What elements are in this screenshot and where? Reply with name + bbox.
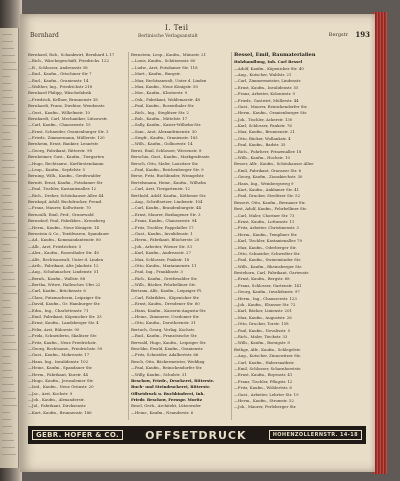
- directory-entry: —Rob., Kaufm., Mittelstr. 17: [131, 115, 188, 121]
- sliver-text-line: [2, 132, 10, 133]
- directory-entry: —Paul, Ing., Franklinstr. 3: [131, 269, 183, 275]
- directory-column-3: [234, 52, 334, 411]
- directory-entry: —Fritz, Kaufm., Neue Friedrichstr.: [28, 339, 97, 345]
- sliver-text-line: [2, 34, 12, 35]
- directory-entry: Bernstein, Leop., Kaufm., Münzstr. 21: [131, 52, 207, 57]
- sliver-text-line: [2, 216, 14, 217]
- directory-entry: —Ludw., Arzt, Potsdamer Str. 118: [131, 64, 198, 70]
- sliver-text-line: [2, 398, 16, 399]
- sliver-text-line: [2, 328, 14, 329]
- directory-entry: Bernkopf, Adolf, Buchdrucker, Prenzl.: [28, 198, 103, 204]
- directory-entry: —Gust., Arbeiter, Lehrter Str. 19: [234, 391, 299, 397]
- directory-entry: —Ernst, Kaufm., Landsberger Str. 4: [28, 320, 99, 326]
- directory-entry: —Emil, Fabrikant, Granseer Str. 6: [234, 167, 302, 173]
- directory-entry: Beschke, Ewald, Kaufm., Oranienstr.: [131, 345, 204, 351]
- directory-entry: —Frida, Schneiderin, Skalitzer Str.: [28, 333, 97, 339]
- directory-entry: Bernt, Emil, Schlosser, Wiesenstr. 8: [131, 147, 202, 153]
- header-right-catchword: Bergstr: [328, 32, 348, 38]
- directory-entry: Beschow, Friedr., Druckerei, Ritterstr.: [131, 377, 215, 383]
- sliver-text-line: [2, 265, 13, 266]
- directory-entry: Berse, Fritz, Buchbinder, Wrangelstr.: [131, 173, 205, 179]
- directory-entry: —Wilh., Kaufm., Hochstr. 10: [234, 155, 290, 161]
- directory-entry: —Max, Kaufm., Oderberger Str.: [234, 244, 297, 250]
- sliver-text-line: [2, 412, 10, 413]
- directory-entry: Offsetdruck u. Buchbinderei, Inh.: [131, 390, 205, 396]
- sliver-text-line: [2, 48, 14, 49]
- sliver-text-line: [2, 314, 12, 315]
- sliver-text-line: [2, 55, 15, 56]
- directory-entry: —Fritz, Schneider, Adalbertstr. 66: [131, 352, 199, 358]
- directory-entry: —Carl, Kaufm., Brückenstr. 6: [28, 288, 86, 294]
- sliver-text-line: [2, 62, 16, 63]
- directory-entry: —Ernst, Schneider, Oranienburger Str. 3: [28, 128, 109, 134]
- directory-entry: —Sam., Arzt, Alexandrinenstr. 30: [131, 128, 197, 134]
- sliver-text-line: [2, 202, 12, 203]
- directory-entry: —Herm., Kaufm., Neue Königstr. 14: [28, 224, 99, 230]
- header-left-catchword: Bernhard: [30, 32, 59, 39]
- directory-entry: —Paul, Kaufm., Rosenthaler Str.: [131, 103, 195, 109]
- sliver-text-line: [2, 356, 10, 357]
- sliver-text-line: [2, 258, 12, 259]
- directory-entry: Bessel, Emil, Baumaterialien: [234, 52, 316, 58]
- directory-entry: Holzhandlung, Inh. Carl Bessel: [234, 59, 303, 65]
- directory-entry: —Hugo, Kaufm., Jerusalemer Str.: [28, 377, 94, 383]
- sliver-text-line: [2, 181, 17, 182]
- directory-entry: —Carl, Zimmermeister, Lindenstr.: [234, 78, 302, 84]
- directory-entry: —Paul, Tischler, Kastanienallee 12: [28, 186, 97, 192]
- sliver-text-line: [2, 454, 16, 455]
- ad-headline: OFFSETDRUCK: [145, 428, 247, 442]
- sliver-text-line: [2, 97, 13, 98]
- sliver-text-line: [2, 195, 11, 196]
- directory-entry: —Georg, Fabrikant, Ritterstr. 98: [28, 147, 92, 153]
- directory-entry: —Paul, Kaufm., Reichenberger Str. 9: [131, 167, 204, 173]
- directory-entry: —Herm., Fabrikant, Kurstr. 44: [28, 371, 89, 377]
- directory-column-1: [28, 52, 128, 416]
- sliver-text-line: [2, 335, 15, 336]
- directory-entry: —Wilh., Kaufm., Rheinsberger Str.: [234, 263, 303, 269]
- directory-entry: —Friedr., Gastwirt, Müllerstr. 44: [234, 97, 299, 103]
- directory-entry: —Paul, Kaufm., Swinemünder Str.: [234, 257, 301, 263]
- sliver-text-line: [2, 405, 17, 406]
- advertisement-banner: [28, 426, 366, 444]
- directory-entry: Bertuch, Georg, Verlag, Kochstr.: [131, 326, 196, 332]
- directory-entry: —Rud., Kaufm., Oranienstr. 14: [28, 77, 89, 83]
- directory-entry: Berwald, Hugo, Kaufm., Leipziger Str.: [131, 339, 207, 345]
- directory-entry: —Aug., Schriftsetzer, Lindenstr. 104: [131, 198, 203, 204]
- directory-entry: —Gust., Kaufm., Mohrenstr. 17: [28, 352, 90, 358]
- directory-entry: —Willy, Kaufm., Schulstr. 31: [131, 371, 187, 377]
- page-header: [30, 24, 370, 46]
- directory-entry: —Leop., Kaufm., Seydelstr. 5: [28, 167, 86, 173]
- directory-entry: —Franz, Arbeiter, Koloniestr. 9: [234, 91, 295, 97]
- directory-entry: —Jul., Fabrikant, Dircksenstr.: [28, 403, 87, 409]
- directory-entry: —Walther, Ing., Friedrichstr 218: [28, 83, 93, 89]
- sliver-text-line: [2, 384, 14, 385]
- sliver-text-line: [2, 321, 13, 322]
- directory-entry: —Wilh., Kaufm., Gollnowstr. 14: [131, 141, 193, 147]
- directory-entry: —Adolf, Kaufm., Köpenicker Str. 40: [234, 65, 304, 71]
- directory-entry: —Ernst, Maurer, Boxhagener Str. 3: [131, 211, 201, 217]
- directory-entry: —Carl, Kaufm., Habersaathstr.: [234, 359, 295, 365]
- sliver-text-line: [2, 167, 15, 168]
- sliver-text-line: [2, 286, 16, 287]
- directory-entry: —Wilh., Kaufm., Borsigstr. 8: [234, 340, 290, 346]
- directory-entry: —Arth., Fabrikant, Alte Jakobstr. 12: [28, 262, 99, 268]
- directory-entry: Friedr. Beschow, Fernspr. Moritz: [131, 397, 202, 403]
- sliver-text-line: [2, 363, 11, 364]
- sliver-text-line: [2, 300, 10, 301]
- directory-entry: —Heinr., Kaufm., Spandauer Str.: [28, 365, 93, 371]
- directory-column-2: [131, 52, 231, 416]
- sliver-text-line: [2, 41, 13, 42]
- directory-entry: —Franz, Schlosser, Gartenstr. 141: [234, 282, 302, 288]
- directory-entry: Bernheim, Ernst, Bankier, Lennéstr.: [28, 141, 99, 147]
- directory-entry: —Joh., Tischler, Ackerstr. 130: [234, 116, 293, 122]
- directory-entry: —Sally, Kaufm., Kaiser-Wilhelm-Str.: [131, 122, 202, 128]
- sliver-text-line: [2, 370, 12, 371]
- directory-entry: —Karl, Tischler, Kastanienallee 79: [234, 238, 302, 244]
- directory-entry: Besser, Alfr., Kaufm., Schönhauser Allee: [234, 161, 314, 167]
- sliver-text-line: [2, 76, 10, 77]
- directory-entry: —Hans, Kaufm., Kaiserin-Augusta-Str.: [131, 307, 207, 313]
- directory-entry: —Rich., Ing., Steglitzer Str. 2: [131, 109, 189, 115]
- sliver-text-line: [2, 349, 17, 350]
- directory-entry: —Paul, Kaufm., Reinickendorfer Str.: [131, 365, 203, 371]
- sliver-text-line: [2, 391, 15, 392]
- directory-entry: —Hugo, Rechtsanw., Kurfürstendamm: [28, 160, 104, 166]
- sliver-text-line: [2, 342, 16, 343]
- directory-entry: —Otto, Drucker, Torstr. 158: [234, 321, 289, 327]
- directory-entry: —Otto, Kaufm., Dorotheenstr. 31: [131, 320, 196, 326]
- directory-entry: —Carl, Arzt, Tiergartenstr. 12: [131, 186, 190, 192]
- directory-entry: Bestehorn, Carl, Fabrikant, Gartenstr.: [234, 270, 310, 276]
- directory-entry: —Wilh., Bäcker, Fehrbelliner Str.: [131, 282, 196, 288]
- directory-entry: —Mor., Kaufm., Klosterstr. 9: [131, 90, 188, 96]
- directory-entry: Berschin, Gust., Kaufm., Markgrafenstr.: [131, 154, 211, 160]
- directory-entry: —Hans, Ing., Invalidenstr. 102: [28, 358, 89, 364]
- left-page-edge: [0, 28, 19, 468]
- directory-entry: —Rud., Kaufm., Französische Str.: [131, 333, 198, 339]
- directory-entry: —Louis, Kaufm., Schützenstr. 60: [131, 58, 196, 64]
- directory-entry: —Max, Kaufm., Auguststr. 26: [234, 314, 292, 320]
- directory-entry: —Aug., Schuhmacher, Lindenstr. 51: [28, 269, 99, 275]
- column-divider: [231, 52, 232, 420]
- directory-entry: —Otto, Bäcker, Wollankstr. 4: [234, 135, 291, 141]
- directory-entry: Bernhard, Rob., Schankwirt, Bernhard L 17: [28, 52, 115, 57]
- directory-entry: Bernsdorf, Paul, Fabrikbes., Kreuzberg: [28, 218, 105, 224]
- directory-entry: —Carl, Fabrikbes., Köpenicker Str.: [131, 294, 200, 300]
- directory-entry: —Ernst, Kaufm., Bergstr. 68: [234, 276, 290, 282]
- directory-entry: —Ad., Kaufm., Kommandantenstr. 80: [28, 237, 101, 243]
- sliver-text-line: [2, 230, 16, 231]
- sliver-text-line: [2, 307, 11, 308]
- ad-address: HOHENZOLLERNSTR. 14-18: [269, 430, 362, 440]
- directory-entry: Besel, Gerh., Architekt, Lützowufer: [131, 403, 202, 409]
- directory-entry: —Rich., Wäschegeschäft, Friedrichs. 122: [28, 58, 109, 64]
- directory-entry: —R., Schlosser, Andreasstr 38: [28, 64, 88, 70]
- page-block-edge: [373, 12, 387, 474]
- directory-entry: Berthold, Adolf, Kaufm., Köthener Str.: [131, 192, 207, 198]
- directory-entry: —Rud., Kaufm., Gitschiner Str 7: [28, 71, 92, 77]
- directory-entry: —Kurt, Kaufm., Anklamer Str. 41: [234, 187, 300, 192]
- directory-entry: Bersch, Otto, Maler, Lausitzer Str.: [131, 160, 199, 166]
- sliver-text-line: [2, 244, 10, 245]
- directory-entry: —Emil, Fabrikant, Köpenicker Str. 33: [28, 314, 102, 320]
- directory-entry: —Gust., Kaufm., Wilhelmstr. 10: [28, 109, 90, 115]
- directory-entry: —Emil, Schlosser, Scharnhorststr.: [234, 365, 302, 371]
- directory-entry: —Rich., Kaufm., Greifswalder Str.: [131, 275, 198, 281]
- sliver-text-line: [2, 188, 10, 189]
- directory-entry: —Mart., Kaufm., Burgstr.: [131, 71, 181, 77]
- header-subtitle: Berlinische Verlagsanstalt: [138, 34, 198, 39]
- directory-entry: —Rich., Dreher, Schönhauser Allee 44: [28, 192, 104, 198]
- sliver-text-line: [2, 440, 14, 441]
- directory-entry: —Fritz, Tischler, Pappelallee 17: [131, 224, 194, 230]
- directory-entry: —Georg, Kaufm., Invalidenstr. 97: [234, 289, 300, 295]
- directory-entry: Bernoulli, Emil, Prof., Grunewald: [28, 211, 94, 217]
- directory-entry: —Friedr., Zimmermann, Müllerstr. 120: [28, 135, 105, 141]
- sliver-text-line: [2, 83, 11, 84]
- sliver-text-line: [2, 223, 15, 224]
- directory-entry: —Carl, Maler, Choriner Str. 73: [234, 212, 295, 218]
- directory-entry: Best, Adolf, Kaufm., Fehrbelliner Str.: [234, 206, 307, 212]
- directory-entry: —Carl, Kaufm., Chausseestr. 15: [28, 122, 91, 128]
- directory-entry: —Bernh., Kaufm., Wallstr. 88: [28, 275, 86, 281]
- directory-entry: —Clara, Putzmacherin, Leipziger Str.: [28, 294, 102, 300]
- sliver-text-line: [2, 237, 17, 238]
- directory-entry: —Franz, Maurer, Kollwitzstr. 70: [28, 205, 91, 211]
- directory-entry: —Paul, Drucker, Strelitzer Str. 52: [234, 193, 301, 199]
- directory-entry: —Ernst, Kaufm., Lottumstr. 11: [234, 218, 295, 224]
- directory-entry: —Franz, Tischler, Pflugstr. 12: [234, 378, 293, 384]
- sliver-text-line: [2, 419, 11, 420]
- directory-entry: —Herm., Kaufm., Oranienburger Str.: [234, 110, 307, 116]
- directory-entry: —Alb., Arzt, Friedrichstr. 5: [28, 243, 82, 249]
- directory-entry: —Max, Kaufm., Brunnenstr. 21: [234, 129, 295, 135]
- directory-entry: Bertelsmann, Heinr., Kaufm., Wilhelm: [131, 179, 206, 185]
- directory-entry: —Ernst, Kaufm., Boyenstr. 41: [234, 372, 293, 378]
- page-number: 193: [355, 30, 370, 39]
- directory-entry: —Osk., Fabrikant, Waldemarstr. 48: [131, 96, 201, 102]
- column-divider: [128, 52, 129, 420]
- directory-entry: —Carl, Kaufm., Brandenburgstr. 44: [131, 205, 201, 211]
- directory-entry: —Rich., Fuhrherr, Prinzenallee 18: [234, 148, 302, 154]
- directory-entry: —Friedrich, Kellner, Brunnenstr 38: [28, 96, 98, 102]
- directory-entry: —Joh., Maurer, Perleberger Str.: [234, 404, 297, 410]
- directory-entry: —Herm., Fabrikant, Blücherstr. 20: [131, 237, 200, 243]
- directory-entry: —Aug., Kutscher, Zinnowitzer Str.: [234, 353, 301, 359]
- directory-entry: —Franz, Kaufm., Chausseestr. 94: [131, 218, 197, 224]
- directory-entry: —Joh., Kaufm., Elsasser Str. 72: [234, 302, 296, 308]
- directory-entry: —David, Kaufm., Gr. Hamburger Str.: [28, 301, 101, 307]
- sliver-text-line: [2, 90, 12, 91]
- sliver-text-line: [2, 146, 12, 147]
- directory-entry: —Karl, Kaufm., Andreasstr. 27: [131, 250, 191, 256]
- directory-entry: —Karl, Bäcker, Linienstr. 201: [234, 308, 292, 314]
- directory-entry: —Gust., Kaufm., Invalidenstr. 1: [131, 230, 193, 236]
- sliver-text-line: [2, 209, 13, 210]
- sliver-text-line: [2, 69, 17, 70]
- header-title: I. Teil: [165, 24, 189, 32]
- directory-entry: —Fritz, Kaufm., Wöhlertstr. 6: [234, 385, 292, 391]
- sliver-text-line: [2, 279, 15, 280]
- sliver-text-line: [2, 377, 13, 378]
- directory-entry: —Max, Schlosser, Pankstr. 18: [131, 256, 190, 262]
- ad-company-name: GEBR. HOFER & CO.: [32, 430, 123, 440]
- sliver-text-line: [2, 293, 17, 294]
- directory-entry: —Joh., Kaufm., Alexanderstr.: [28, 397, 85, 403]
- directory-entry: —Max, Rechtsanwalt, Unter d. Linden: [131, 77, 207, 83]
- directory-entry: Bernheimer, Gust., Kaufm., Tiergarten: [28, 154, 104, 160]
- sliver-text-line: [2, 447, 15, 448]
- directory-entry: Bernhardt, Carl, Mechaniker, Lützowstr.: [28, 115, 108, 121]
- directory-entry: —Fritz, Arbeiter, Christinenstr. 3: [234, 225, 299, 231]
- sliver-text-line: [2, 426, 12, 427]
- directory-entry: —Heinr., Kaufm., Neanderstr. 6: [131, 409, 194, 415]
- directory-entry: Bessert, Otto, Kaufm., Bernauer Str.: [234, 199, 306, 205]
- sliver-text-line: [2, 272, 14, 273]
- directory-entry: Bertram, Alfr., Kaufm., Leipziger Pl.: [131, 288, 203, 294]
- sliver-text-line: [2, 153, 13, 154]
- sliver-text-line: [2, 139, 11, 140]
- directory-entry: —Bertha, Witwe, Hallesches Ufer 22: [28, 282, 101, 288]
- directory-entry: Besch, Otto, Bäckermeister, Wedding: [131, 358, 205, 364]
- directory-entry: —Ernst, Kaufm., Invalidenstr. 55: [234, 84, 299, 90]
- directory-entry: —Paul, Kaufm., Novalisstr. 5: [234, 327, 291, 333]
- directory-entry: —Kurt, Kaufm., Brunnenstr. 186: [28, 409, 92, 415]
- sliver-text-line: [2, 433, 13, 434]
- directory-entry: —Georg, Kaufm., Zionskirchstr. 30: [234, 174, 303, 180]
- directory-entry: —Siegfr., Kaufm., Oranienstr. 183: [131, 135, 198, 141]
- directory-entry: —Herm., Kaufm., Templiner Str.: [234, 231, 298, 237]
- directory-entry: —Heinr., Zimmerer, Usedomer Str.: [131, 314, 200, 320]
- directory-entry: Buch- und Steindruckerei, Ritterstr.: [131, 384, 211, 390]
- directory-entry: Bethge, Alfr., Kaufm., Schlegelstr.: [234, 346, 301, 352]
- directory-entry: —Ernst, Kaufm., Dresdener Str. 80: [131, 301, 200, 307]
- sliver-text-line: [2, 111, 15, 112]
- directory-entry: —Alfr., Rechtsanwalt, Unter d. Linden: [28, 256, 104, 262]
- directory-entry: Bernhardi, Franz, Direktor, Wendenstr.: [28, 103, 106, 109]
- directory-entry: Berning, Wilh., Kaufm., Greifswalder: [28, 173, 101, 179]
- directory-entry: —Alex., Kaufm., Rosenthaler Str. 40: [28, 250, 99, 256]
- directory-entry: —Herm., Kaufm., Stromstr. 52: [234, 397, 294, 403]
- sliver-text-line: [2, 104, 14, 105]
- directory-entry: —Rich., Maler, Tieckstr. 33: [234, 333, 288, 339]
- directory-entry: —Jac., Arzt, Kochstr. 9: [28, 390, 73, 396]
- sliver-text-line: [2, 174, 16, 175]
- sliver-text-line: [2, 118, 16, 119]
- directory-entry: —Hans, Ing., Weinbergsweg 9: [234, 180, 294, 186]
- directory-entry: —Otto, Kaufm., Mariannenstr. 11: [131, 262, 197, 268]
- directory-entry: —Otto, Schneider, Schwedter Str.: [234, 250, 301, 256]
- directory-entry: —Gust., Maurer, Reinickendorfer Str.: [234, 103, 308, 109]
- directory-entry: —Isid., Kaufm., Neue Grünstr. 20: [28, 384, 94, 390]
- sliver-text-line: [2, 160, 14, 161]
- directory-entry: —Herm., Ing., Chausseestr. 123: [234, 295, 297, 301]
- sliver-text-line: [2, 251, 11, 252]
- directory-entry: —Karl, Schlosser, Pankstr. 76: [234, 123, 292, 129]
- directory-entry: —Max, Kaufm., Neue Königstr. 50: [131, 83, 198, 89]
- directory-entry: —Edm., Ing., Charlottenstr. 71: [28, 307, 89, 313]
- directory-entry: Bernitt, Ernst, Kaufm., Potsdamer Str: [28, 179, 103, 185]
- directory-entry: —Aug., Kutscher, Waldstr. 21: [234, 71, 292, 77]
- directory-entry: —Paul, Kaufm., Badstr. 35: [234, 142, 286, 148]
- directory-entry: Bernhard Philipp, Wäschefabrik: [28, 90, 91, 96]
- directory-entry: —Felix, Arzt, Bülowstr. 90: [28, 326, 80, 332]
- directory-entry: —Georg, Rechtsanw., Friedrichstr. 59: [28, 345, 103, 351]
- sliver-text-line: [2, 125, 17, 126]
- directory-entry: —Joh., Arbeiter, Wiener Str. 53: [131, 243, 192, 249]
- directory-entry: Bernstein & Co., Textilwaren, Spandauer: [28, 230, 110, 236]
